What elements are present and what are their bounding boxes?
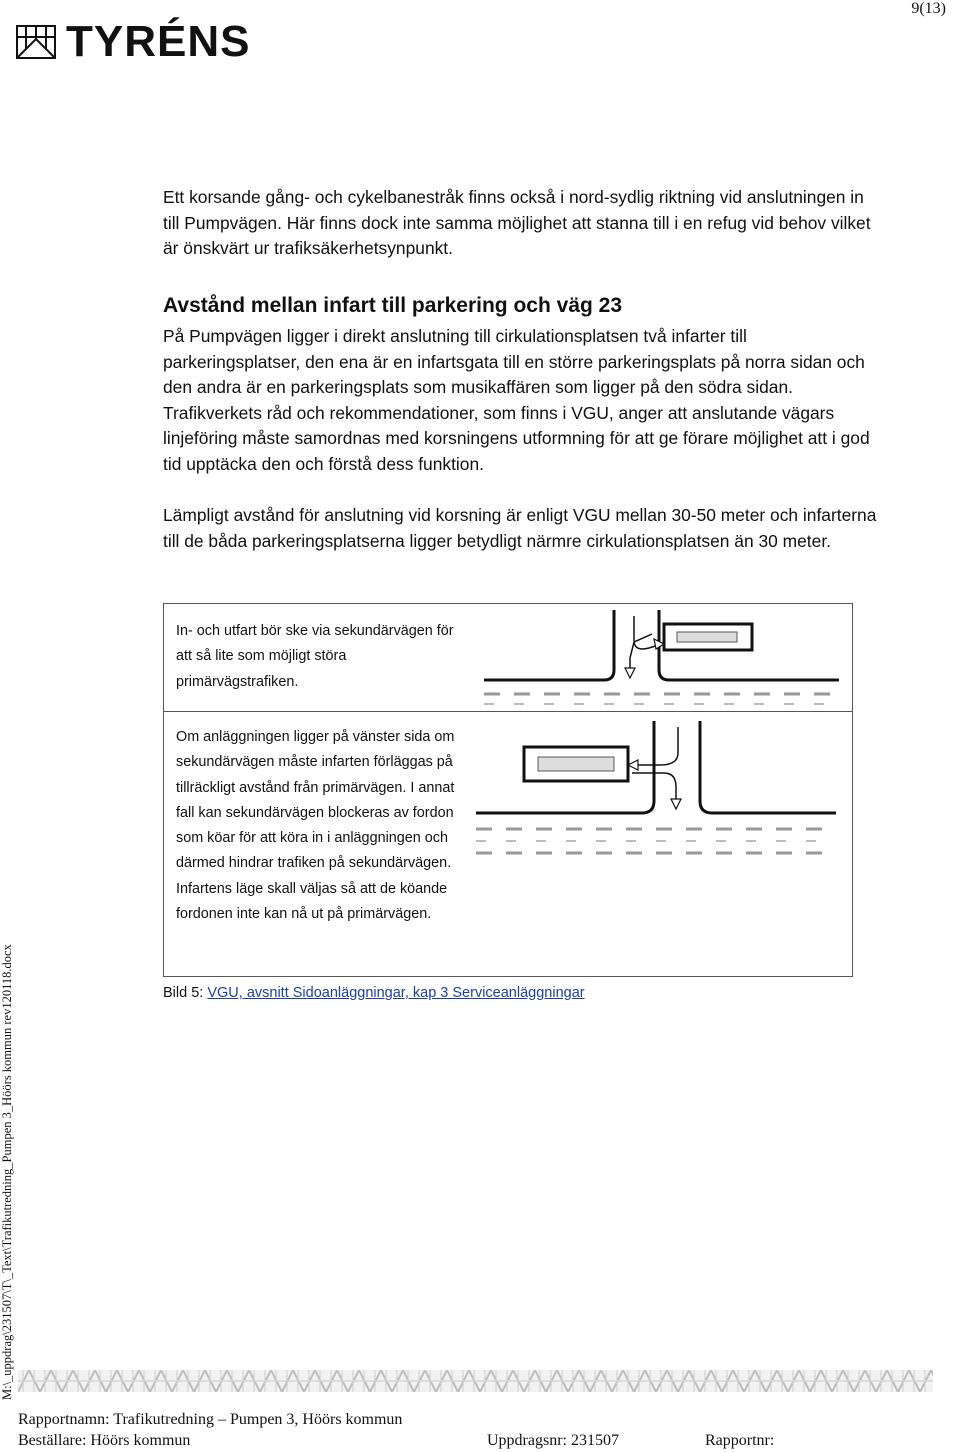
footer-client: Beställare: Höörs kommun <box>18 1432 191 1449</box>
figure-caption-link[interactable]: VGU, avsnitt Sidoanläggningar, kap 3 Serviceanläggningar <box>207 985 585 1001</box>
figure-row-1 <box>164 604 852 712</box>
footer-assignment-number: Uppdragsnr: 231507 <box>487 1432 619 1449</box>
footer-report-name: Rapportnamn: Trafikutredning – Pumpen 3, Höörs kommun <box>18 1411 403 1428</box>
file-path: M:\_uppdrag\231507\T\_Text\Trafikutredning_Pumpen 3_Höörs kommun rev120118.docx <box>0 944 14 1400</box>
footer-report-number: Rapportnr: <box>705 1432 775 1449</box>
intersection-diagram-1 <box>474 608 844 708</box>
intersection-diagram-2 <box>464 717 844 867</box>
section-heading: Avstånd mellan infart till parkering och väg 23 <box>163 294 623 317</box>
figure-caption-prefix: Bild 5: <box>163 985 208 1001</box>
figure-row-2-text: Om anläggningen ligger på vänster sida om sekundärvägen måste infarten förläggas på tillräckligt avstånd från primärvägen. I annat fall kan sekundärvägen blockeras av fordon som köar för att köra in i anläggningen och därmed hindrar trafiken på sekundärvägen. Infartens läge skall väljas så att de köande fordonen inte kan nå ut på primärvägen. <box>176 729 455 923</box>
paragraph-recommendation: Lämpligt avstånd för anslutning vid korsning är enligt VGU mellan 30-50 meter och infarterna till de båda parkeringsplatserna ligger betydligt närmre cirkulationsplatsen än 30 meter. <box>163 505 877 551</box>
figure-table <box>163 603 853 977</box>
figure-row-2 <box>164 711 852 976</box>
paragraph-distance: På Pumpvägen ligger i direkt anslutning till cirkulationsplatsen två infarter till parkeringsplatser, den ena är en infartsgata till en större parkeringsplats på norra sidan och den andra är en parkeringsplats som musikaffären som ligger på den södra sidan. Trafikverkets råd och rekommendationer, som finns i VGU, anger att anslutande vägars linjeföring måste samordnas med korsningens utformning för att ge förare möjlighet att i god tid upptäcka den och förstå dess funktion. <box>163 326 870 474</box>
logo-mark-icon <box>16 25 56 59</box>
figure-row-1-text: In- och utfart bör ske via sekundärvägen för att så lite som möjligt störa primärvägstrafiken. <box>176 623 454 690</box>
page-number: 9(13) <box>911 0 946 17</box>
company-logo <box>16 17 251 66</box>
footer-pattern-decoration <box>18 1370 933 1392</box>
logo-text: TYRÉNS <box>66 17 251 66</box>
intro-paragraph: Ett korsande gång- och cykelbanestråk finns också i nord-sydlig riktning vid anslutningen in till Pumpvägen. Här finns dock inte samma möjlighet att stanna till i en refug vid behov vilket är önskvärt ur trafiksäkerhetsynpunkt. <box>163 187 871 258</box>
figure-caption <box>163 985 585 1001</box>
